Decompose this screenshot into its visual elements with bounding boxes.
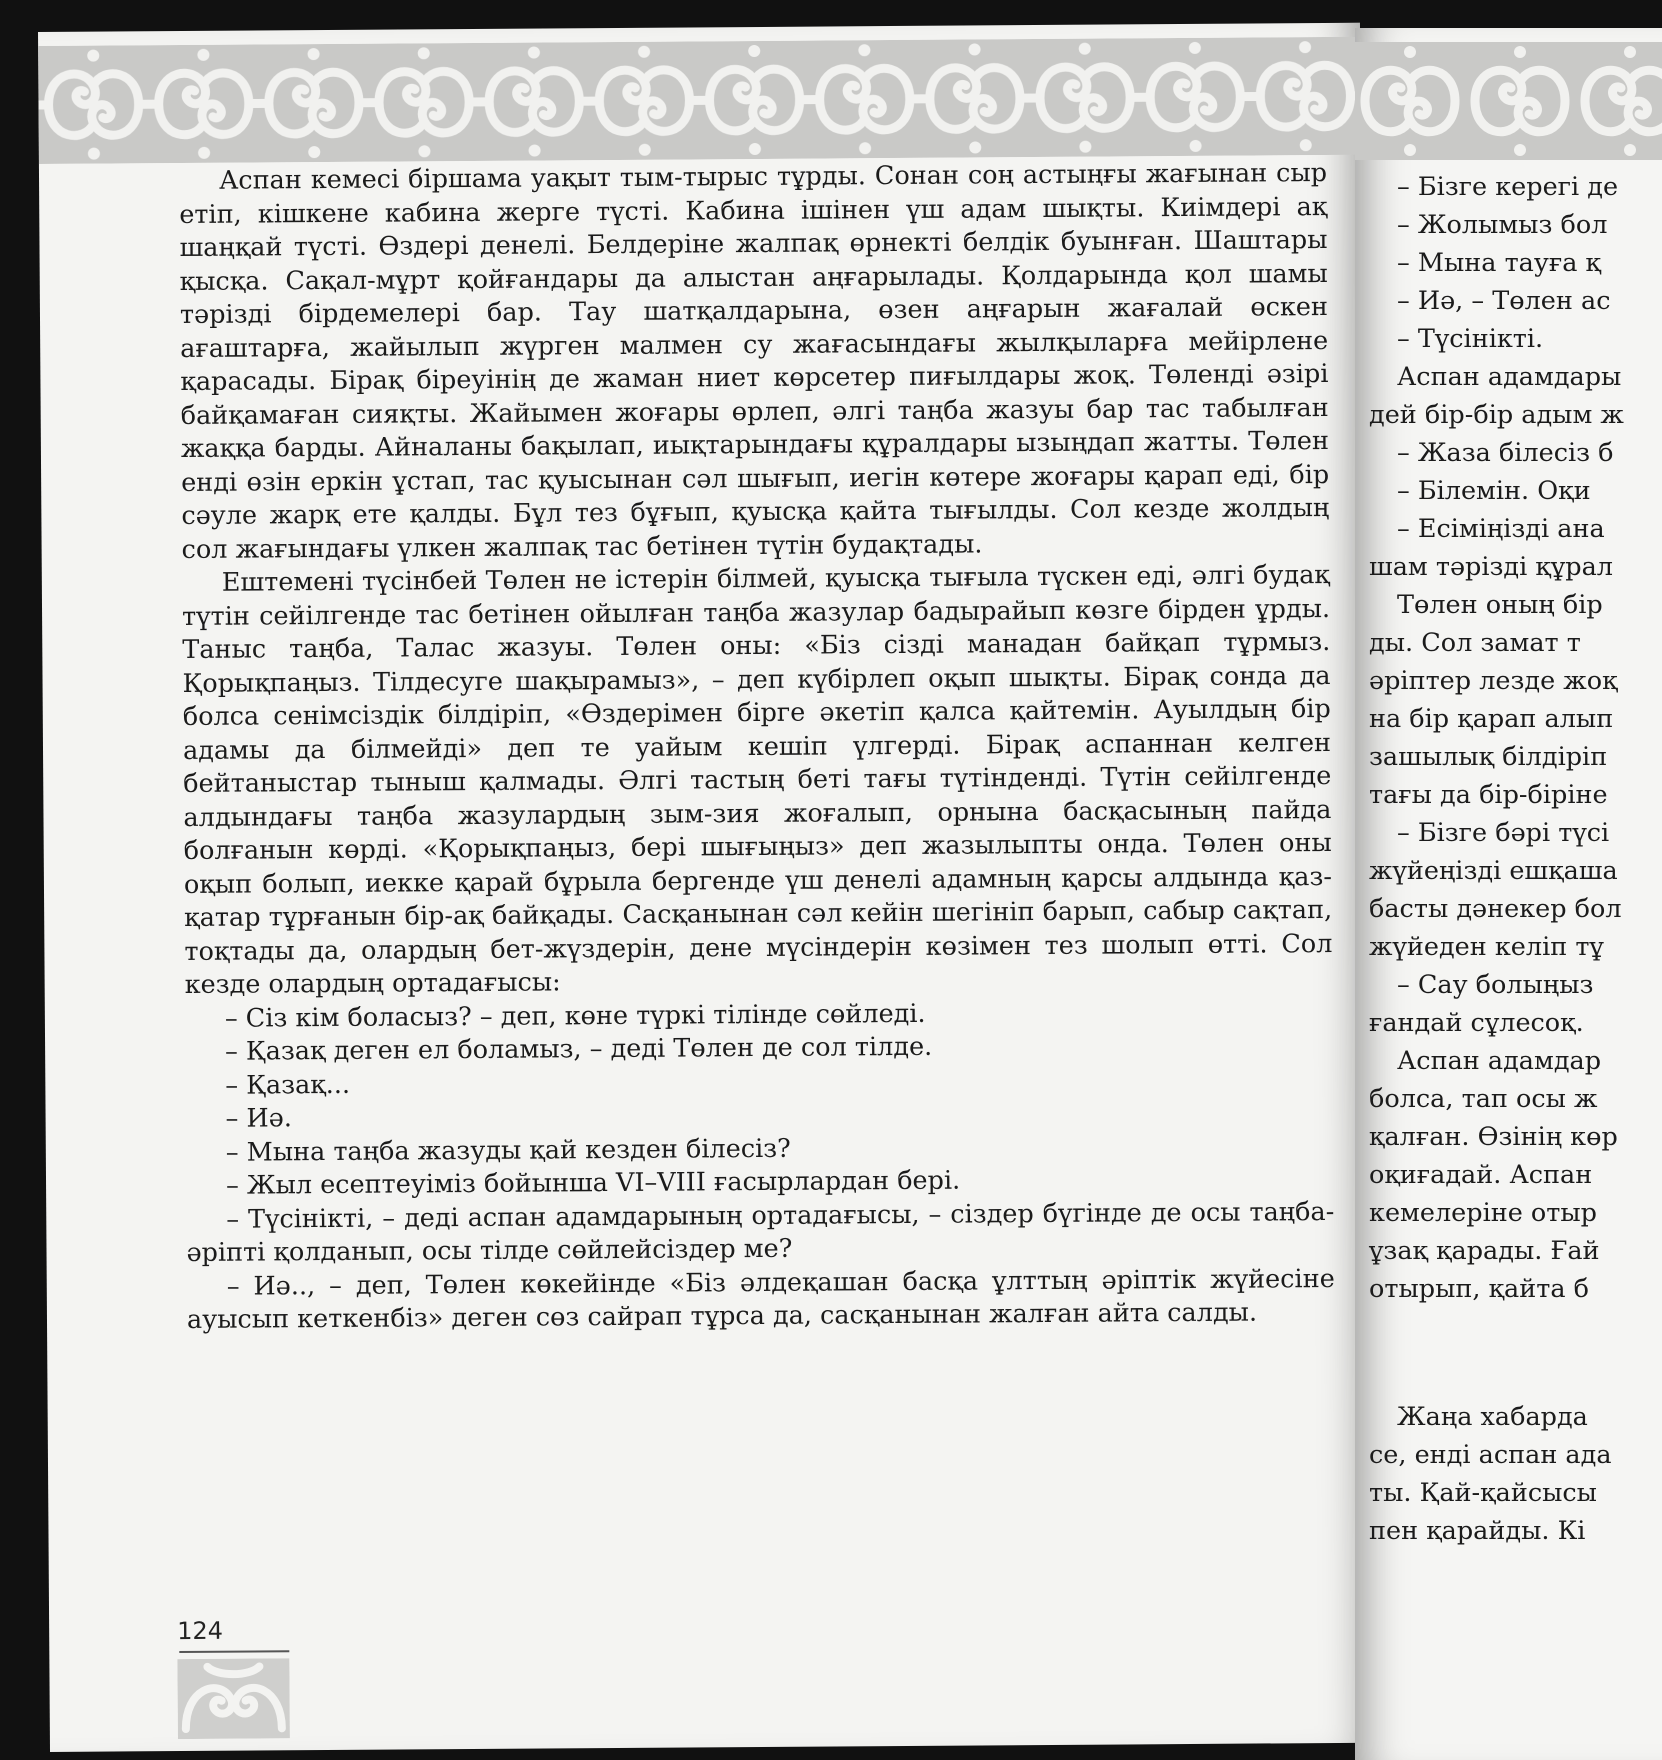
text-line: – Жаза білесіз б: [1397, 438, 1614, 468]
text-line: дей бір-бір адым ж: [1369, 400, 1624, 430]
text-line: – Түсінікті.: [1397, 324, 1544, 354]
text-line: – Иә, – Төлен ас: [1397, 286, 1611, 316]
text-line: пен қарайды. Кі: [1369, 1516, 1586, 1546]
text-line: – Бізге керегі де: [1397, 172, 1619, 202]
text-line: – Сау болыңыз: [1397, 970, 1594, 1000]
text-line: – Мына тауға қ: [1397, 248, 1601, 278]
text-line: жүйеден келіп тұ: [1369, 932, 1604, 962]
header-ornament-band: [38, 37, 1361, 164]
text-line: – Білемін. Оқи: [1397, 476, 1591, 506]
text-line: ғандай сұлесоқ.: [1369, 1008, 1584, 1038]
text-line: се, енді аспан ада: [1369, 1440, 1612, 1470]
text-line: қалған. Өзінің көр: [1369, 1122, 1618, 1152]
text-line: ұзақ қарады. Ғай: [1369, 1236, 1600, 1266]
text-line: – Бізге бәрі түсі: [1397, 818, 1610, 848]
text-line: – Есіміңізді ана: [1397, 514, 1605, 544]
text-line: ты. Қай-қайсысы: [1369, 1478, 1597, 1508]
text-line: отырып, қайта б: [1369, 1274, 1589, 1304]
text-line: зашылық білдіріп: [1369, 742, 1608, 772]
right-page-text: [1369, 168, 1662, 1550]
text-line: – Жолымыз бол: [1397, 210, 1608, 240]
text-line: ды. Сол замат т: [1369, 628, 1581, 658]
text-line: басты дәнекер бол: [1369, 894, 1622, 924]
kazakh-ornament-icon: [38, 37, 1361, 164]
right-page: [1355, 28, 1662, 1760]
dialogue-line: – Мына таңба жазуды қай кезден білесіз?: [225, 1133, 791, 1168]
main-text: [179, 157, 1335, 1337]
left-page: [38, 23, 1372, 1752]
text-line: тағы да бір-біріне: [1369, 780, 1608, 810]
dialogue-line: – Иә.., – деп, Төлен көкейінде «Біз әлдеқашан басқа ұлттың әріптік жүйесіне ауысып кеткенбіз» деген сөз сайрап тұрса да, сасқанынан жалған айта салды.: [186, 1263, 1335, 1335]
dialogue-line: – Қазақ...: [225, 1069, 351, 1101]
kazakh-ornament-icon: [1355, 42, 1662, 160]
paragraph: Ештеменi түсiнбей Төлен не iстерiн бiлмей, қуысқа тығыла түскен едi, әлгi будақ түтiн сейiлгенде тас бетiнен ойылған таңба жазулар бадырайып көзге бiрден ұрды. Таныс таңба, Талас жазуы. Төлен оны: «Бiз сiздi манадан байқап тұрмыз. Қорықпаңыз. Тiлдесуге шақырамыз», – деп күбiрлеп оқып шықты. Бiрақ сонда да болса сенiмсiздiк бiлдiрiп, «Өздерiмен бiрге әкетiп қалса қайтемiн. Ауылдың бiр адамы да бiлмейдi» деп те уайым кешiп үлгердi. Бiрақ аспаннан келген бейтаныстар тыныш қалмады. Әлгi тастың бетi тағы түтiнденді. Түтiн сейiлгенде алдындағы таңба жазулардың зым-зия жоғалып, орнына басқасының пайда болғанын көрдi. «Қорықпаңыз, берi шығыңыз» деп жазылыпты онда. Төлен оны оқып болып, иекке қарай бұрыла бергенде үш денелi адамның қарсы алдында қаз-қатар тұрғанын бiр-ақ байқады. Сасқанынан сәл кейiн шегiнiп барып, сабыр сақтап, тоқтады да, олардың бет-жүздерiн, дене мүсiндерiн көзiмен тез шолып өттi. Сол кезде олардың ортадағысы:: [181, 559, 1333, 1000]
header-ornament-band-right: [1355, 42, 1662, 160]
dialogue-line: – Иә.: [225, 1103, 292, 1134]
text-line: на бір қарап алып: [1369, 704, 1614, 734]
dialogue-line: – Сіз кім боласыз? – деп, көне түркі тілінде сөйледі.: [224, 998, 926, 1034]
corner-ornament-icon: [177, 1658, 290, 1739]
text-line: Жаңа хабарда: [1397, 1402, 1588, 1432]
dialogue-line: – Түсінікті, – деді аспан адамдарының ортадағысы, – сіздер бүгінде де осы таңба-әріпті қолданып, осы тілде сөйлейсіздер ме?: [186, 1196, 1335, 1268]
text-line: шам тәрізді құрал: [1369, 552, 1613, 582]
text-line: әріптер лезде жоқ: [1369, 666, 1618, 696]
text-line: Аспан адамдар: [1397, 1046, 1602, 1076]
page-number-rule: [179, 1650, 289, 1653]
text-line: Төлен оның бір: [1397, 590, 1603, 620]
paragraph: Аспан кемесі біршама уақыт тым-тырыс тұрды. Сонан соң астыңғы жағынан сыр етіп, кішкене кабина жерге түсті. Кабина ішінен үш адам шықты. Киімдері ақ шаңқай түсті. Өздері денелі. Белдеріне жалпақ өрнекті белдік буынған. Шаштары қысқа. Сақал-мұрт қойғандары да алыстан аңғарылады. Қолдарында қол шамы тәрізді бірдемелері бар. Тау шатқалдарына, өзен аңғарын жағалай өскен ағаштарға, жайылып жүрген малмен су жағасындағы жылқыларға мейірлене қарасады. Бірақ біреуінің де жаман ниет көрсетер пиғылдары жоқ. Төленді әзірі байқамаған сияқты. Жайымен жоғары өрлеп, әлгі таңба жазуы бар тас табылған жаққа барды. Айналаны бақылап, иықтарындағы құралдары ызыңдап жатты. Төлен енді өзін еркін ұстап, тас қуысынан сәл шығып, иегін көтере жоғары қарап еді, бір сәуле жарқ ете қалды. Бұл тез бұғып, қуысқа қайта тығылды. Сол кезде жолдың сол жағындағы үлкен жалпақ тас бетінен түтін будақтады.: [179, 158, 1330, 565]
text-line: болса, тап осы ж: [1369, 1084, 1598, 1114]
page-number: 124: [177, 1616, 224, 1646]
dialogue-line: – Қазақ деген ел боламыз, – деді Төлен де сол тілде.: [225, 1031, 933, 1067]
text-line: Аспан адамдары: [1397, 362, 1622, 392]
dialogue-line: – Жыл есептеуіміз бойынша VI–VIII ғасырлардан бері.: [225, 1165, 961, 1201]
text-line: кемелеріне отыр: [1369, 1198, 1597, 1228]
text-line: жүйеңізді ешқаша: [1369, 856, 1618, 886]
text-line: оқиғадай. Аспан: [1369, 1160, 1593, 1190]
